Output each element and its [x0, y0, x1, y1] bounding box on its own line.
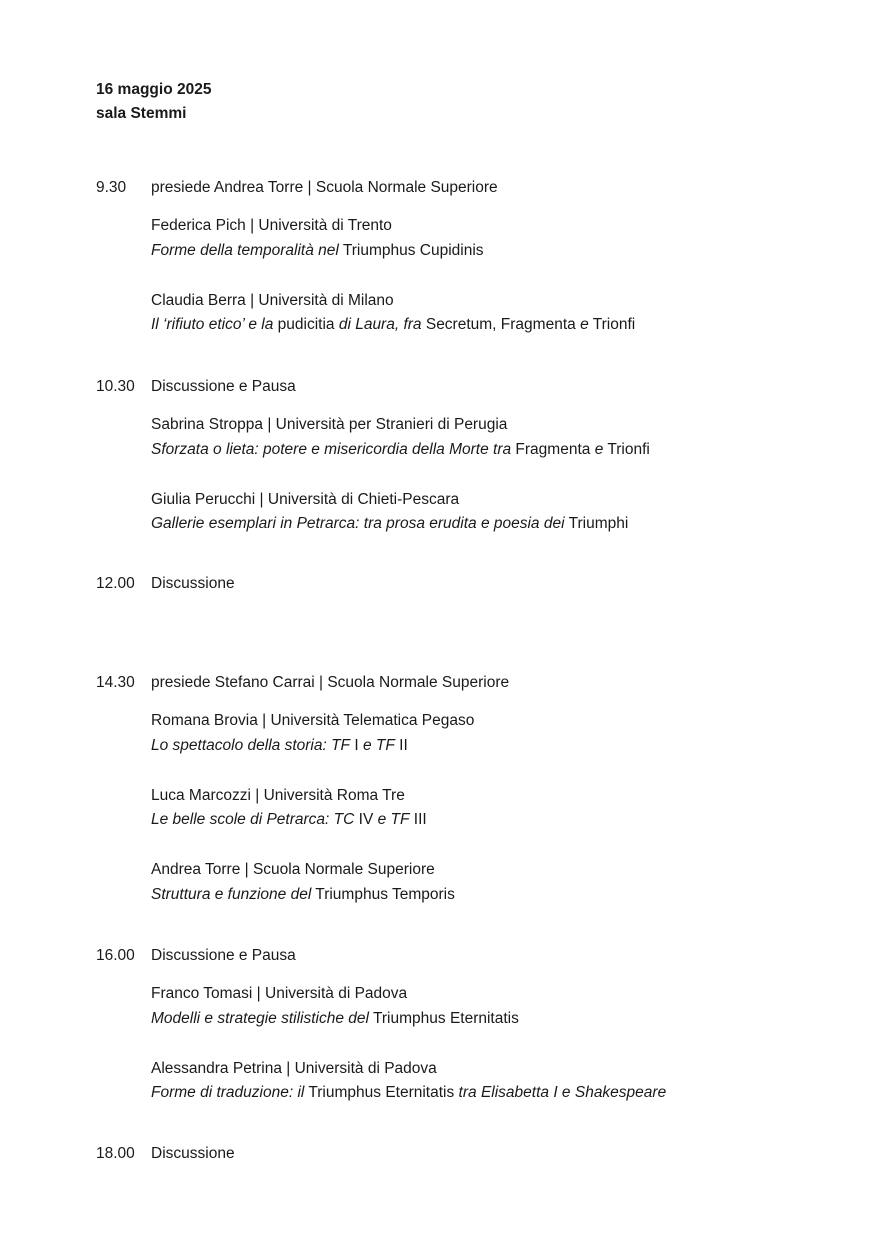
talk-title: [151, 1007, 519, 1032]
talk-speaker: Andrea Torre | Scuola Normale Superiore: [151, 861, 435, 878]
talk-title-segment: di Laura, fra: [338, 316, 422, 333]
event-date: 16 maggio 2025: [96, 81, 212, 98]
talk-title-segment: Il ‘rifiuto etico’ e la: [151, 316, 274, 333]
talk-title-segment: Struttura e funzione del: [151, 885, 312, 903]
talk-item: [151, 413, 650, 462]
talk-title-segment: Trionfi: [603, 440, 650, 458]
talk-title-segment: Gallerie esemplari in Petrarca: tra prosa erudita e poesia dei: [151, 515, 565, 532]
session-block: [96, 1142, 836, 1166]
talk-speaker: Sabrina Stroppa | Università per Stranieri di Perugia: [151, 416, 508, 433]
talk-title-segment: Lo spettacolo della storia: TF: [151, 736, 351, 754]
talk-speaker: Claudia Berra | Università di Milano: [151, 291, 394, 309]
talk-item: [151, 982, 519, 1031]
talk-speaker: Alessandra Petrina | Università di Padova: [151, 1059, 437, 1077]
session-time: 12.00: [96, 575, 135, 592]
talk-speaker: Giulia Perucchi | Università di Chieti-Pescara: [151, 490, 460, 508]
talk-title: [151, 808, 427, 833]
talk-speaker: Romana Brovia | Università Telematica Pegaso: [151, 712, 475, 729]
talk-title-segment: II: [394, 736, 408, 754]
talk-item: [151, 488, 628, 537]
session-block: [96, 572, 836, 596]
talk-title-segment: Forme di traduzione: il: [151, 1084, 305, 1101]
session-label: Discussione e Pausa: [151, 947, 296, 964]
talk-title-segment: e: [594, 440, 604, 458]
session-label: Discussione: [151, 575, 235, 592]
session-row: [96, 375, 836, 399]
session-label: Discussione: [151, 1145, 235, 1162]
talk-item: [151, 709, 474, 758]
talk-title: [151, 313, 635, 338]
talk-title-segment: Triumphus Cupidinis: [338, 241, 484, 259]
talk-title: [151, 438, 650, 463]
session-row: [96, 944, 836, 968]
talk-speaker: Luca Marcozzi | Università Roma Tre: [151, 786, 405, 804]
talk-item: [151, 784, 427, 833]
talk-title-segment: Triumphus Temporis: [311, 885, 455, 903]
session-time: 10.30: [96, 378, 135, 395]
talk-title-segment: Triumphus Eternitatis: [304, 1084, 459, 1101]
talk-title-segment: Modelli e strategie stilistiche del: [151, 1009, 369, 1027]
session-time: 9.30: [96, 179, 127, 196]
session-time: 16.00: [96, 947, 135, 964]
session-row: [96, 1142, 836, 1166]
session-block: [96, 671, 836, 903]
talk-item: [151, 214, 484, 263]
talk-title-segment: Triumphi: [564, 515, 629, 532]
talk-title-segment: Sforzata o lieta: potere e misericordia della Morte tra: [151, 440, 512, 458]
talk-title-segment: Forme della temporalità nel: [151, 241, 339, 259]
talk-title: [151, 883, 455, 908]
session-block: [96, 944, 836, 1101]
talk-speaker: Franco Tomasi | Università di Padova: [151, 985, 408, 1002]
session-row: [96, 572, 836, 596]
talk-title: [151, 512, 628, 537]
talk-item: [151, 858, 455, 907]
session-label: presiede Stefano Carrai | Scuola Normale Superiore: [151, 674, 510, 691]
talk-title-segment: IV: [354, 811, 378, 828]
talk-title-segment: e TF: [362, 736, 395, 754]
session-row: [96, 176, 836, 200]
talk-title-segment: III: [409, 811, 427, 828]
talk-title-segment: e TF: [377, 811, 410, 828]
talk-title: [151, 1081, 666, 1106]
program-page: [96, 78, 836, 1162]
talk-title-segment: tra Elisabetta I e Shakespeare: [458, 1084, 667, 1101]
session-time: 14.30: [96, 674, 135, 691]
session-block: [96, 176, 836, 333]
talk-title-segment: Le belle scole di Petrarca: TC: [151, 811, 355, 828]
talk-speaker: Federica Pich | Università di Trento: [151, 217, 392, 234]
session-label: presiede Andrea Torre | Scuola Normale Superiore: [151, 179, 498, 196]
session-time: 18.00: [96, 1145, 135, 1162]
talk-item: [151, 1057, 666, 1106]
talk-title-segment: Fragmenta: [511, 440, 595, 458]
session-block: [96, 375, 836, 532]
talk-title-segment: pudicitia: [273, 316, 339, 333]
talk-title: [151, 734, 474, 759]
talk-title-segment: I: [350, 736, 363, 754]
talk-item: [151, 289, 635, 338]
talk-title-segment: Secretum, Fragmenta: [421, 316, 581, 333]
session-row: [96, 671, 836, 695]
event-room: sala Stemmi: [96, 105, 187, 122]
talk-title-segment: e: [580, 316, 589, 333]
session-label: Discussione e Pausa: [151, 378, 296, 395]
talk-title: [151, 239, 484, 264]
talk-title-segment: Triumphus Eternitatis: [368, 1009, 519, 1027]
talk-title-segment: Trionfi: [588, 316, 636, 333]
